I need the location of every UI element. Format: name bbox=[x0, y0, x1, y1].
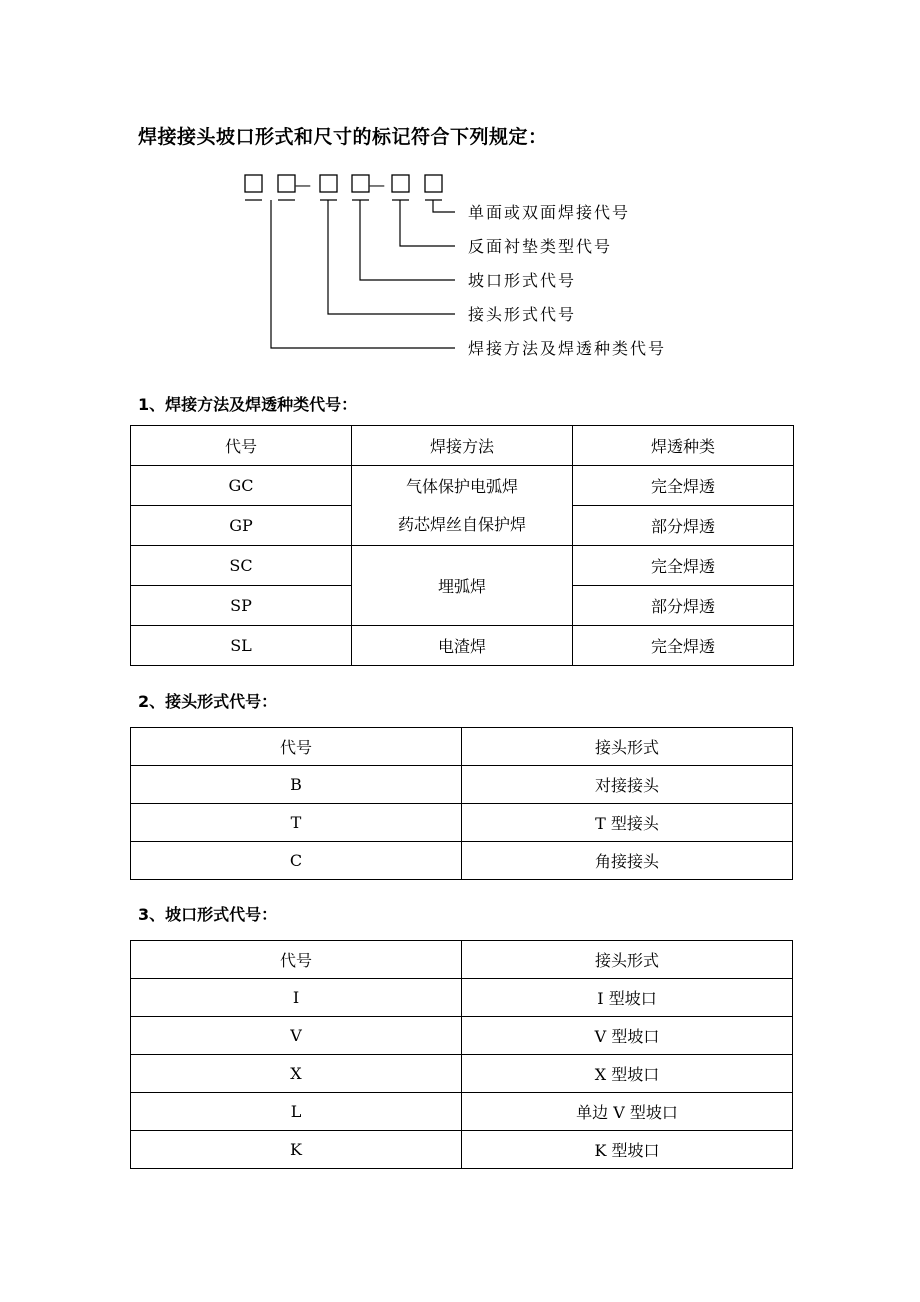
code-cell: GC bbox=[131, 466, 352, 506]
dash-2: — bbox=[369, 175, 385, 194]
table-row bbox=[131, 979, 793, 1017]
joint-form-table bbox=[130, 727, 793, 880]
table-row bbox=[131, 546, 794, 586]
code-cell: SL bbox=[131, 626, 352, 666]
form-cell: K 型坡口 bbox=[462, 1131, 793, 1169]
leader-line-2 bbox=[400, 200, 455, 246]
header-form: 接头形式 bbox=[462, 941, 793, 979]
form-cell: 单边 V 型坡口 bbox=[462, 1093, 793, 1131]
code-cell: SP bbox=[131, 586, 352, 626]
table-header-row bbox=[131, 426, 794, 466]
leader-line-5 bbox=[271, 200, 455, 348]
welding-method-table bbox=[130, 425, 794, 666]
dash-1: — bbox=[295, 175, 311, 194]
header-method: 焊接方法 bbox=[352, 426, 573, 466]
code-cell: V bbox=[131, 1017, 462, 1055]
code-cell: SC bbox=[131, 546, 352, 586]
section-1-title: 1、焊接方法及焊透种类代号： bbox=[138, 395, 358, 414]
code-cell: X bbox=[131, 1055, 462, 1093]
code-cell: T bbox=[131, 804, 462, 842]
method-gas-line1: 气体保护电弧焊 bbox=[405, 476, 518, 496]
method-cell-submerged: 埋弧焊 bbox=[352, 546, 573, 626]
table-row bbox=[131, 804, 793, 842]
leader-line-3 bbox=[360, 200, 455, 280]
table-row bbox=[131, 842, 793, 880]
form-cell: V 型坡口 bbox=[462, 1017, 793, 1055]
code-box-5 bbox=[392, 175, 409, 192]
section-3-title: 3、坡口形式代号： bbox=[138, 905, 278, 924]
header-code: 代号 bbox=[131, 728, 462, 766]
code-cell: K bbox=[131, 1131, 462, 1169]
method-cell-gas bbox=[352, 466, 573, 546]
table-row bbox=[131, 1017, 793, 1055]
diagram-label-4: 接头形式代号 bbox=[468, 305, 577, 324]
groove-form-table bbox=[130, 940, 793, 1169]
table-header-row bbox=[131, 941, 793, 979]
code-cell: L bbox=[131, 1093, 462, 1131]
diagram-label-2: 反面衬垫类型代号 bbox=[468, 237, 613, 256]
code-box-6 bbox=[425, 175, 442, 192]
table-row bbox=[131, 1093, 793, 1131]
code-cell: B bbox=[131, 766, 462, 804]
page-title: 焊接接头坡口形式和尺寸的标记符合下列规定： bbox=[138, 126, 548, 148]
table-row bbox=[131, 466, 794, 506]
form-cell: I 型坡口 bbox=[462, 979, 793, 1017]
code-structure-diagram bbox=[0, 0, 920, 380]
diagram-label-5: 焊接方法及焊透种类代号 bbox=[468, 339, 667, 358]
penetration-cell: 部分焊透 bbox=[573, 586, 794, 626]
table-row bbox=[131, 1131, 793, 1169]
penetration-cell: 完全焊透 bbox=[573, 626, 794, 666]
form-cell: T 型接头 bbox=[462, 804, 793, 842]
penetration-cell: 完全焊透 bbox=[573, 546, 794, 586]
code-cell: I bbox=[131, 979, 462, 1017]
method-gas-line2: 药芯焊丝自保护焊 bbox=[397, 514, 526, 534]
method-cell-electroslag: 电渣焊 bbox=[352, 626, 573, 666]
penetration-cell: 完全焊透 bbox=[573, 466, 794, 506]
header-form: 接头形式 bbox=[462, 728, 793, 766]
table-row bbox=[131, 626, 794, 666]
form-cell: 角接接头 bbox=[462, 842, 793, 880]
diagram-label-3: 坡口形式代号 bbox=[468, 271, 577, 290]
code-cell: C bbox=[131, 842, 462, 880]
table-row bbox=[131, 766, 793, 804]
section-2-title: 2、接头形式代号： bbox=[138, 692, 278, 711]
leader-line-1 bbox=[433, 200, 455, 212]
code-box-1 bbox=[245, 175, 262, 192]
diagram-label-1: 单面或双面焊接代号 bbox=[468, 203, 631, 222]
code-cell: GP bbox=[131, 506, 352, 546]
code-box-4 bbox=[352, 175, 369, 192]
code-box-2 bbox=[278, 175, 295, 192]
header-code: 代号 bbox=[131, 941, 462, 979]
penetration-cell: 部分焊透 bbox=[573, 506, 794, 546]
form-cell: 对接接头 bbox=[462, 766, 793, 804]
header-penetration: 焊透种类 bbox=[573, 426, 794, 466]
header-code: 代号 bbox=[131, 426, 352, 466]
code-box-3 bbox=[320, 175, 337, 192]
form-cell: X 型坡口 bbox=[462, 1055, 793, 1093]
table-row bbox=[131, 1055, 793, 1093]
table-header-row bbox=[131, 728, 793, 766]
leader-line-4 bbox=[328, 200, 455, 314]
